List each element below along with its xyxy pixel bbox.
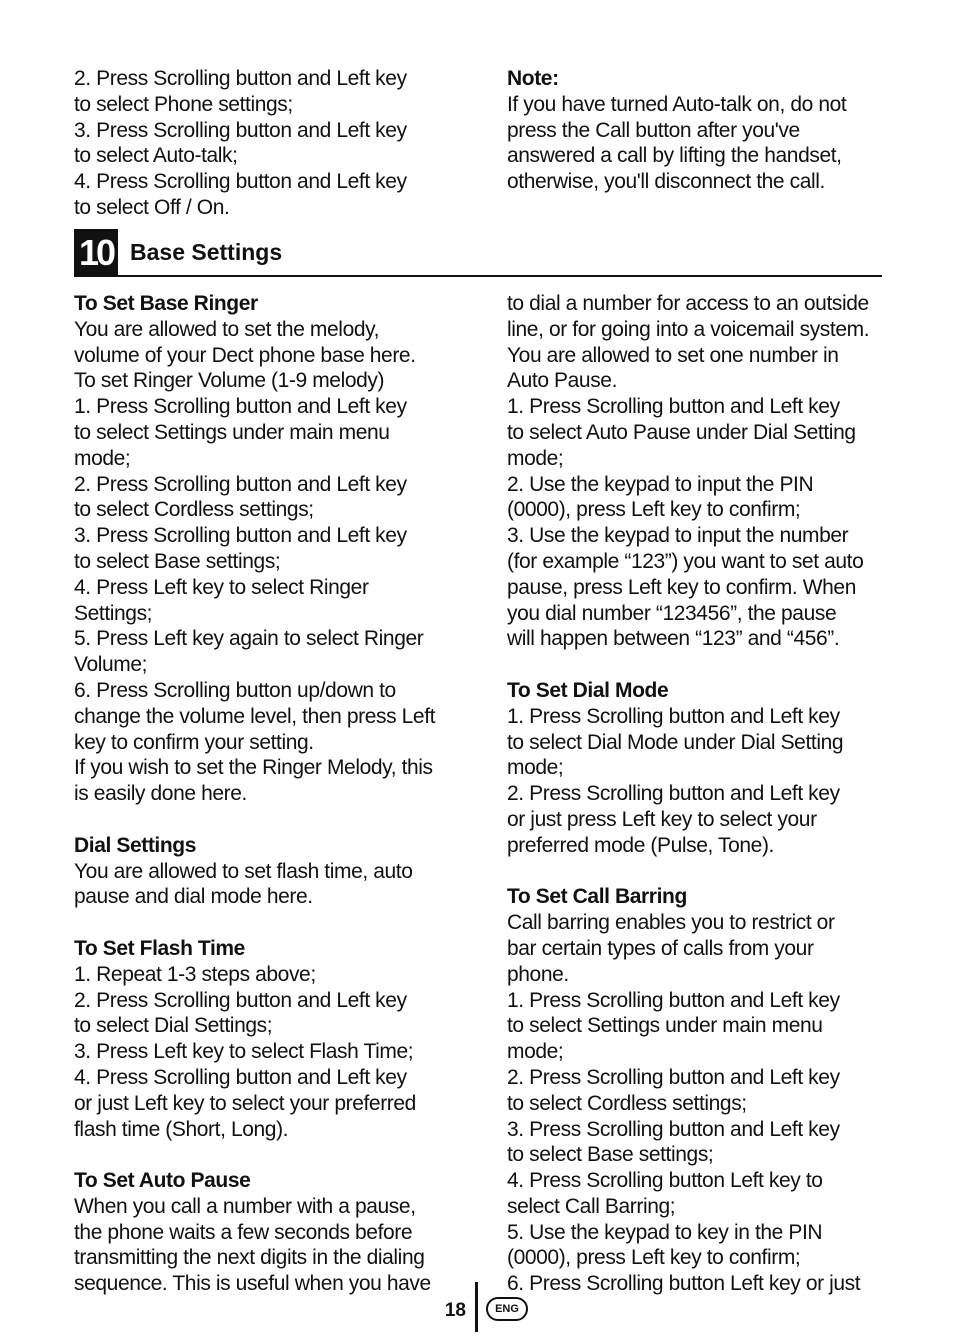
paragraph-gap bbox=[74, 1142, 494, 1168]
base-ringer-line: 2. Press Scrolling button and Left key bbox=[74, 472, 407, 496]
base-ringer-heading: To Set Base Ringer bbox=[74, 292, 258, 315]
note-line: answered a call by lifting the handset, bbox=[507, 144, 842, 168]
instruction-line: 4. Press Scrolling button and Left key bbox=[74, 170, 407, 194]
dial-settings-line: pause and dial mode here. bbox=[74, 885, 313, 909]
paragraph-gap bbox=[74, 807, 494, 833]
base-ringer-line: to select Cordless settings; bbox=[74, 498, 314, 522]
auto-pause-line: 2. Use the keypad to input the PIN bbox=[507, 472, 814, 496]
call-barring-line: 3. Press Scrolling button and Left key bbox=[507, 1117, 840, 1141]
paragraph-gap bbox=[74, 910, 494, 936]
base-ringer-line: mode; bbox=[74, 446, 131, 470]
call-barring-line: Call barring enables you to restrict or bbox=[507, 911, 835, 935]
auto-pause-line: Auto Pause. bbox=[507, 369, 618, 393]
base-ringer-line: to select Settings under main menu bbox=[74, 420, 390, 444]
page-footer bbox=[0, 1282, 954, 1332]
flash-time-line: to select Dial Settings; bbox=[74, 1014, 273, 1038]
auto-pause-line: When you call a number with a pause, bbox=[74, 1194, 416, 1218]
call-barring-line: 2. Press Scrolling button and Left key bbox=[507, 1065, 840, 1089]
flash-time-heading: To Set Flash Time bbox=[74, 936, 245, 960]
call-barring-line: to select Cordless settings; bbox=[507, 1091, 747, 1115]
auto-pause-line: to select Auto Pause under Dial Setting bbox=[507, 420, 856, 444]
dial-mode-line: to select Dial Mode under Dial Setting bbox=[507, 730, 844, 754]
call-barring-line: to select Base settings; bbox=[507, 1143, 714, 1167]
section-number-badge: 10 bbox=[74, 229, 118, 275]
dial-mode-line: preferred mode (Pulse, Tone). bbox=[507, 833, 774, 857]
auto-pause-line: (0000), press Left key to confirm; bbox=[507, 498, 801, 522]
base-ringer-line: key to confirm your setting. bbox=[74, 730, 314, 754]
right-column bbox=[507, 291, 927, 1297]
dial-mode-line: mode; bbox=[507, 756, 564, 780]
instruction-line: to select Auto-talk; bbox=[74, 144, 238, 168]
dial-settings-heading: Dial Settings bbox=[74, 833, 196, 857]
left-column bbox=[74, 291, 494, 1297]
auto-pause-line: the phone waits a few seconds before bbox=[74, 1220, 413, 1244]
call-barring-line: phone. bbox=[507, 962, 569, 986]
flash-time-line: 3. Press Left key to select Flash Time; bbox=[74, 1040, 414, 1064]
base-ringer-line: 5. Press Left key again to select Ringer bbox=[74, 627, 424, 651]
page-number: 18 bbox=[444, 1300, 466, 1321]
instruction-line: to select Off / On. bbox=[74, 195, 230, 219]
dial-settings-line: You are allowed to set flash time, auto bbox=[74, 859, 413, 883]
call-barring-heading: To Set Call Barring bbox=[507, 885, 687, 909]
note-line: press the Call button after you've bbox=[507, 118, 800, 142]
flash-time-line: flash time (Short, Long). bbox=[74, 1117, 289, 1141]
auto-pause-line: (for example “123”) you want to set auto bbox=[507, 549, 864, 573]
call-barring-line: mode; bbox=[507, 1040, 564, 1064]
language-badge: ENG bbox=[486, 1297, 528, 1321]
base-ringer-line: Settings; bbox=[74, 601, 153, 625]
auto-pause-line: to dial a number for access to an outside bbox=[507, 292, 869, 315]
footer-divider bbox=[475, 1282, 478, 1332]
base-ringer-line: If you wish to set the Ringer Melody, this bbox=[74, 756, 433, 780]
instruction-line: 3. Press Scrolling button and Left key bbox=[74, 118, 407, 142]
auto-pause-line: you dial number “123456”, the pause bbox=[507, 601, 837, 625]
instruction-line: to select Phone settings; bbox=[74, 92, 293, 116]
call-barring-line: (0000), press Left key to confirm; bbox=[507, 1246, 801, 1270]
auto-pause-line: will happen between “123” and “456”. bbox=[507, 627, 840, 651]
note-line: If you have turned Auto-talk on, do not bbox=[507, 92, 847, 116]
base-ringer-line: 1. Press Scrolling button and Left key bbox=[74, 395, 407, 419]
auto-pause-line: You are allowed to set one number in bbox=[507, 343, 839, 367]
flash-time-line: 2. Press Scrolling button and Left key bbox=[74, 988, 407, 1012]
base-ringer-line: change the volume level, then press Left bbox=[74, 704, 436, 728]
base-ringer-line: 3. Press Scrolling button and Left key bbox=[74, 524, 407, 548]
base-ringer-line: You are allowed to set the melody, bbox=[74, 317, 380, 341]
auto-pause-line: line, or for going into a voicemail system. bbox=[507, 317, 870, 341]
auto-pause-line: pause, press Left key to confirm. When bbox=[507, 575, 856, 599]
call-barring-line: to select Settings under main menu bbox=[507, 1014, 823, 1038]
call-barring-line: bar certain types of calls from your bbox=[507, 936, 814, 960]
note-line: otherwise, you'll disconnect the call. bbox=[507, 170, 825, 194]
base-ringer-line: is easily done here. bbox=[74, 782, 247, 806]
section-title: Base Settings bbox=[130, 239, 283, 265]
top-left-column bbox=[74, 66, 494, 221]
auto-pause-line: sequence. This is useful when you have bbox=[74, 1272, 431, 1296]
base-ringer-line: 6. Press Scrolling button up/down to bbox=[74, 678, 396, 702]
dial-mode-line: 2. Press Scrolling button and Left key bbox=[507, 782, 840, 806]
call-barring-line: 4. Press Scrolling button Left key to bbox=[507, 1169, 823, 1193]
flash-time-line: or just Left key to select your preferred bbox=[74, 1091, 416, 1115]
auto-pause-heading: To Set Auto Pause bbox=[74, 1169, 251, 1193]
auto-pause-line: 1. Press Scrolling button and Left key bbox=[507, 395, 840, 419]
base-ringer-line: to select Base settings; bbox=[74, 549, 281, 573]
auto-pause-line: mode; bbox=[507, 446, 564, 470]
base-ringer-line: volume of your Dect phone base here. bbox=[74, 343, 416, 367]
call-barring-line: 1. Press Scrolling button and Left key bbox=[507, 988, 840, 1012]
call-barring-line: 6. Press Scrolling button Left key or just bbox=[507, 1272, 861, 1296]
paragraph-gap bbox=[507, 652, 927, 678]
note-heading: Note: bbox=[507, 67, 559, 90]
dial-mode-line: 1. Press Scrolling button and Left key bbox=[507, 704, 840, 728]
call-barring-line: 5. Use the keypad to key in the PIN bbox=[507, 1220, 823, 1244]
paragraph-gap bbox=[507, 859, 927, 885]
dial-mode-heading: To Set Dial Mode bbox=[507, 678, 669, 702]
base-ringer-line: 4. Press Left key to select Ringer bbox=[74, 575, 369, 599]
note-block bbox=[507, 66, 927, 195]
dial-mode-line: or just press Left key to select your bbox=[507, 807, 817, 831]
auto-pause-line: transmitting the next digits in the dialing bbox=[74, 1246, 425, 1270]
base-ringer-line: To set Ringer Volume (1-9 melody) bbox=[74, 369, 385, 393]
flash-time-line: 1. Repeat 1-3 steps above; bbox=[74, 962, 316, 986]
section-header bbox=[74, 229, 882, 277]
flash-time-line: 4. Press Scrolling button and Left key bbox=[74, 1065, 407, 1089]
call-barring-line: select Call Barring; bbox=[507, 1194, 676, 1218]
instruction-line: 2. Press Scrolling button and Left key bbox=[74, 67, 407, 90]
base-ringer-line: Volume; bbox=[74, 653, 148, 677]
auto-pause-line: 3. Use the keypad to input the number bbox=[507, 524, 849, 548]
